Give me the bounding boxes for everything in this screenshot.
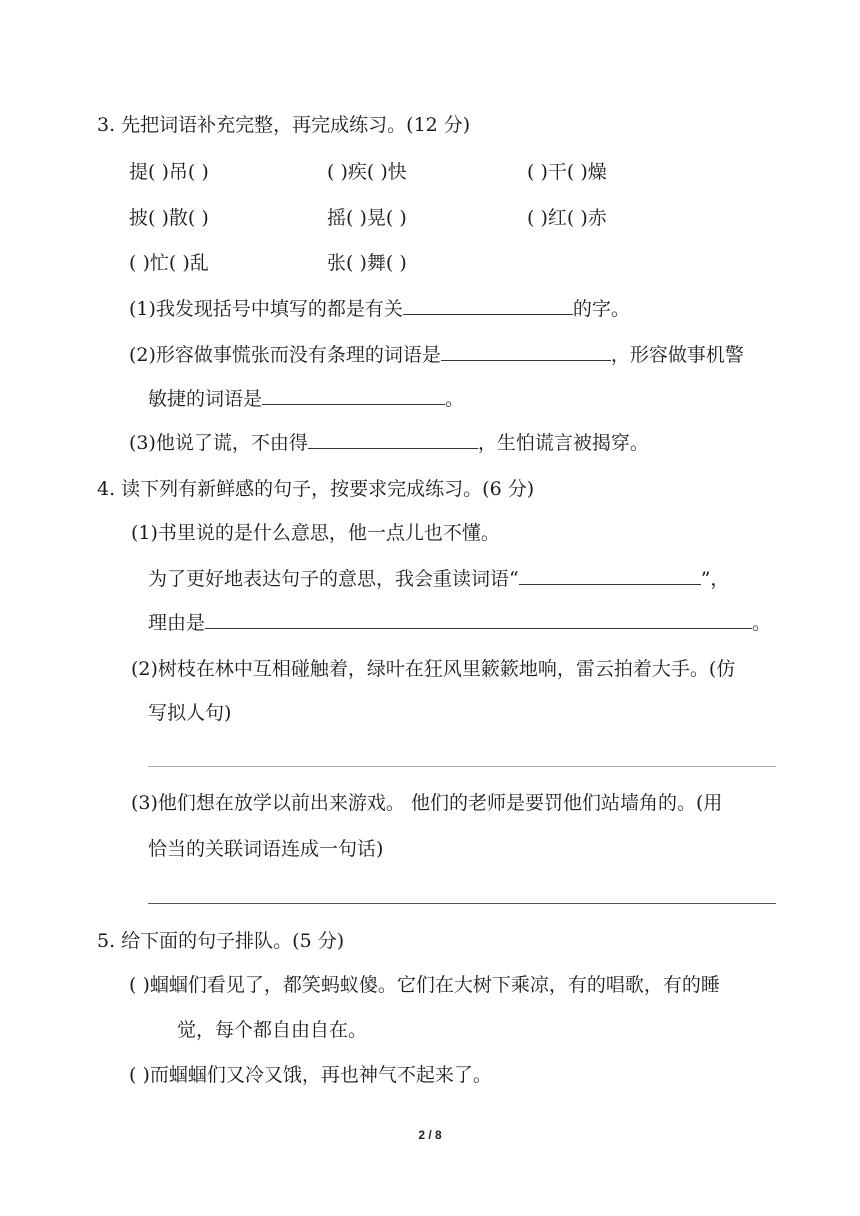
answer-line[interactable]	[148, 766, 776, 767]
q3-part3-text: (3)他说了谎，不由得	[129, 432, 308, 454]
q4-sentence-2: (2)树枝在林中互相碰触着，绿叶在狂风里簌簌地响，雷云拍着大手。(仿	[131, 658, 736, 680]
q3-part2-tail: ，形容做事机警	[610, 344, 744, 366]
q4-s1a-text: 为了更好地表达句子的意思，我会重读词语“	[148, 568, 519, 590]
q4-s1b-text: 理由是	[148, 612, 206, 634]
q3-word-8: 张( )舞( )	[327, 252, 407, 274]
q3-part3-tail: ，生怕谎言被揭穿。	[477, 432, 649, 454]
q3-word-5: 摇( )晃( )	[327, 207, 407, 229]
q3-word-2: ( )疾( )快	[327, 161, 407, 183]
q3-title: 3. 先把词语补充完整，再完成练习。(12 分)	[97, 114, 471, 136]
q3-part1	[129, 296, 630, 322]
q4-s1a-tail: ”，	[700, 568, 730, 590]
answer-blank[interactable]	[308, 430, 478, 449]
page-number: 2 / 8	[418, 1128, 442, 1142]
q3-word-6: ( )红( )赤	[527, 207, 607, 229]
q4-s1b-tail: 。	[752, 612, 772, 634]
q3-part2b-text: 敏捷的词语是	[148, 388, 263, 410]
answer-blank[interactable]	[441, 342, 611, 361]
q4-sentence-1-task	[148, 566, 729, 592]
q3-part2b-tail: 。	[445, 388, 465, 410]
q5-item-2: ( )而蝈蝈们又冷又饿，再也神气不起来了。	[129, 1064, 492, 1086]
q5-item-1: ( )蝈蝈们看见了，都笑蚂蚁傻。它们在大树下乘凉，有的唱歌，有的睡	[129, 974, 720, 996]
q3-part1-tail: 的字。	[572, 298, 630, 320]
q4-sentence-1: (1)书里说的是什么意思，他一点儿也不懂。	[131, 522, 500, 544]
answer-blank[interactable]	[262, 386, 445, 405]
q3-part2-text: (2)形容做事慌张而没有条理的词语是	[129, 344, 441, 366]
q3-part1-text: (1)我发现括号中填写的都是有关	[129, 298, 403, 320]
answer-blank[interactable]	[519, 566, 701, 585]
answer-blank[interactable]	[403, 296, 573, 315]
q3-word-7: ( )忙( )乱	[129, 252, 209, 274]
q4-sentence-3: (3)他们想在放学以前出来游戏。 他们的老师是要罚他们站墙角的。(用	[131, 792, 723, 814]
q3-part3	[129, 430, 649, 456]
q3-word-3: ( )干( )燥	[527, 161, 607, 183]
q3-part2	[129, 342, 744, 368]
q4-sentence-3-cont: 恰当的关联词语连成一句话)	[148, 838, 384, 860]
q3-word-1: 提( )吊( )	[129, 161, 209, 183]
q4-sentence-1-reason	[148, 610, 771, 636]
answer-blank[interactable]	[205, 610, 752, 629]
q3-part2-cont	[148, 386, 464, 412]
q5-title: 5. 给下面的句子排队。(5 分)	[97, 930, 345, 952]
answer-line[interactable]	[148, 903, 776, 904]
q3-word-4: 披( )散( )	[129, 207, 209, 229]
q5-item-1-cont: 觉，每个都自由自在。	[177, 1019, 368, 1041]
q4-title: 4. 读下列有新鲜感的句子，按要求完成练习。(6 分)	[97, 478, 535, 500]
q4-sentence-2-cont: 写拟人句)	[148, 702, 232, 724]
